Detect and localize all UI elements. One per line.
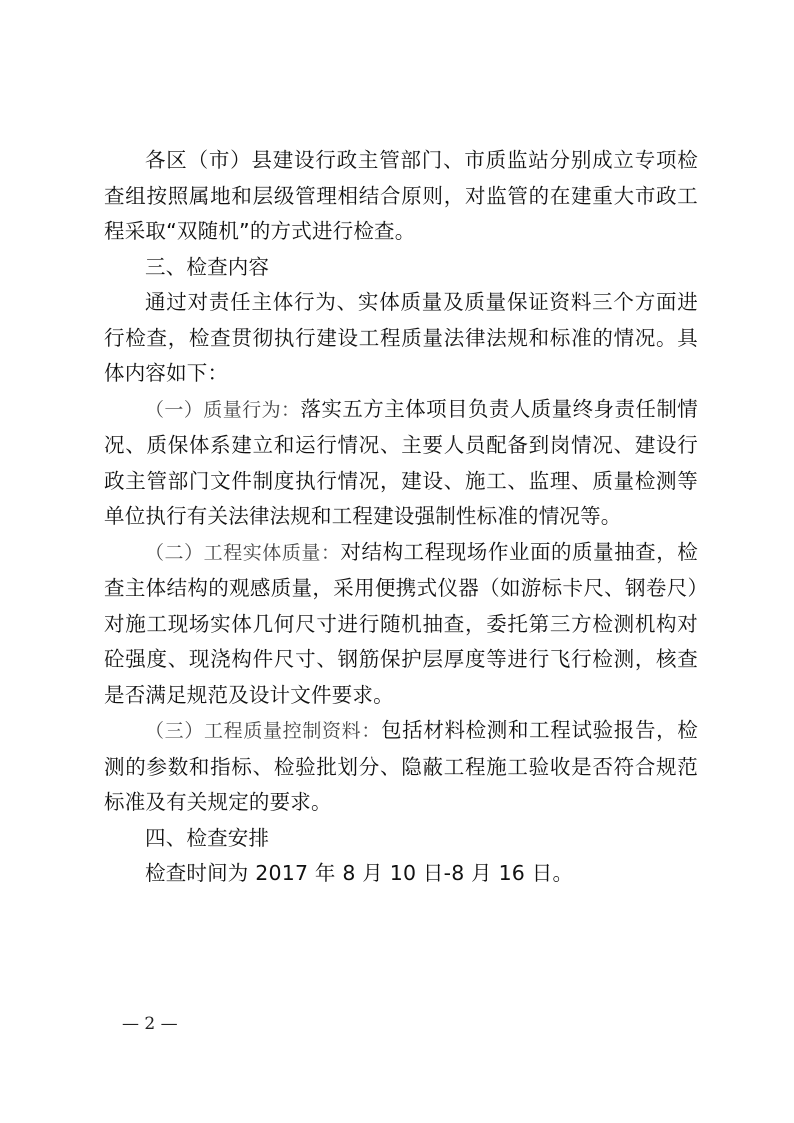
heading-inspection-schedule: 四、检查安排 <box>145 825 270 850</box>
item-quality-control-docs <box>104 713 698 821</box>
page-number: — 2 — <box>122 1014 178 1034</box>
item-quality-control-docs-label: （三）工程质量控制资料： <box>145 720 381 742</box>
heading-inspection-content: 三、检查内容 <box>145 254 270 279</box>
document-body <box>104 143 698 892</box>
paragraph-inspection-groups: 各区（市）县建设行政主管部门、市质监站分别成立专项检查组按照属地和层级管理相结合原则，对监管的在建重大市政工程采取“双随机”的方式进行检查。 <box>104 148 698 243</box>
item-physical-quality-text: 对结构工程现场作业面的质量抽查，检查主体结构的观感质量，采用便携式仪器（如游标卡尺、钢卷尺）对施工现场实体几何尺寸进行随机抽查，委托第三方检测机构对砼强度、现浇构件尺寸、钢筋保护层厚度等进行飞行检测，核查是否满足规范及设计文件要求。 <box>104 539 698 707</box>
item-physical-quality <box>104 535 698 714</box>
item-quality-behavior-label: （一）质量行为： <box>145 398 301 421</box>
paragraph-inspection-scope: 通过对责任主体行为、实体质量及质量保证资料三个方面进行检查，检查贯彻执行建设工程质量法律法规和标准的情况。具体内容如下： <box>104 290 698 385</box>
item-quality-behavior-text: 落实五方主体项目负责人质量终身责任制情况、质保体系建立和运行情况、主要人员配备到岗情况、建设行政主管部门文件制度执行情况，建设、施工、监理、质量检测等单位执行有关法律法规和工程建设强制性标准的情况等。 <box>104 396 698 528</box>
item-physical-quality-label: （二）工程实体质量： <box>145 541 341 564</box>
item-quality-behavior <box>104 392 698 535</box>
item-quality-control-docs-text: 包括材料检测和工程试验报告，检测的参数和指标、检验批划分、隐蔽工程施工验收是否符合规范标准及有关规定的要求。 <box>104 718 698 814</box>
paragraph-inspection-time: 检查时间为 2017 年 8 月 10 日-8 月 16 日。 <box>145 861 574 885</box>
